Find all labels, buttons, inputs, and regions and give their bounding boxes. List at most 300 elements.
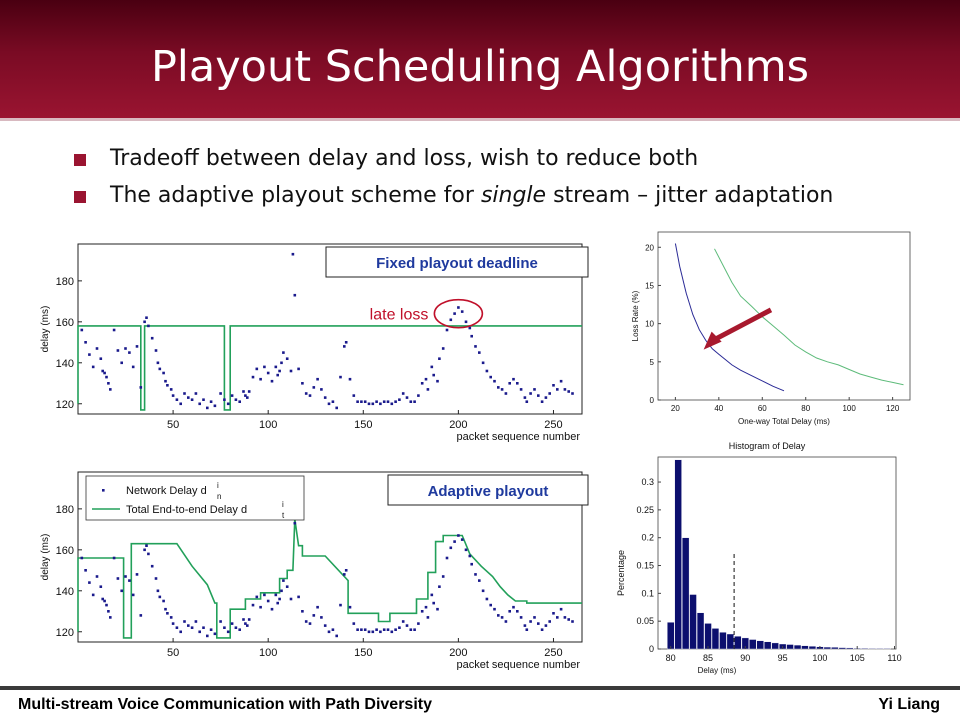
x-tick-label: 150 <box>354 419 373 431</box>
x-tick-label: 100 <box>259 647 278 659</box>
histogram-bar <box>727 634 734 649</box>
network-delay-point <box>524 624 527 627</box>
network-delay-point <box>375 628 378 631</box>
network-delay-point <box>537 394 540 397</box>
network-delay-point <box>157 590 160 593</box>
network-delay-point <box>497 614 500 617</box>
network-delay-point <box>280 590 283 593</box>
network-delay-point <box>271 608 274 611</box>
network-delay-point <box>113 557 116 560</box>
network-delay-point <box>105 376 108 379</box>
network-delay-point <box>343 345 346 348</box>
network-delay-point <box>564 388 567 391</box>
network-delay-point <box>183 620 186 623</box>
network-delay-point <box>529 392 532 395</box>
y-tick-label: 0 <box>649 396 654 405</box>
network-delay-point <box>170 388 173 391</box>
histogram-bar <box>682 538 689 649</box>
network-delay-point <box>398 398 401 401</box>
bullet-text-emphasis: single <box>480 183 547 208</box>
network-delay-point <box>545 624 548 627</box>
network-delay-point <box>88 353 91 356</box>
network-delay-point <box>457 534 460 537</box>
x-axis-label: packet sequence number <box>456 659 580 670</box>
network-delay-point <box>294 294 297 297</box>
network-delay-point <box>183 392 186 395</box>
network-delay-point <box>280 362 283 365</box>
network-delay-point <box>120 362 123 365</box>
x-tick-label: 80 <box>801 404 811 413</box>
network-delay-point <box>478 351 481 354</box>
network-delay-point <box>206 635 209 638</box>
network-delay-point <box>457 306 460 309</box>
network-delay-point <box>417 394 420 397</box>
legend-label: Network Delay d <box>126 485 207 497</box>
network-delay-point <box>353 394 356 397</box>
network-delay-point <box>263 594 266 597</box>
network-delay-point <box>353 622 356 625</box>
bullet-square-icon <box>74 154 86 166</box>
network-delay-point <box>470 335 473 338</box>
network-delay-point <box>227 631 230 634</box>
network-delay-point <box>508 610 511 613</box>
network-delay-point <box>438 585 441 588</box>
network-delay-point <box>335 635 338 638</box>
network-delay-point <box>383 628 386 631</box>
network-delay-point <box>526 400 529 403</box>
histogram-bar <box>861 648 868 649</box>
network-delay-point <box>379 631 382 634</box>
footer-divider <box>0 686 960 690</box>
x-tick-label: 50 <box>166 419 180 431</box>
network-delay-point <box>417 622 420 625</box>
histogram-bar <box>839 648 846 649</box>
network-delay-point <box>164 380 167 383</box>
network-delay-point <box>431 594 434 597</box>
network-delay-point <box>425 606 428 609</box>
network-delay-point <box>259 606 262 609</box>
network-delay-point <box>162 600 165 603</box>
network-delay-point <box>252 376 255 379</box>
chart-title: Fixed playout deadline <box>376 255 538 272</box>
network-delay-point <box>442 347 445 350</box>
legend-superscript: i <box>282 500 284 509</box>
network-delay-point <box>335 407 338 410</box>
y-tick-label: 160 <box>55 316 74 329</box>
plot-frame <box>658 232 910 400</box>
network-delay-point <box>105 604 108 607</box>
network-delay-point <box>398 626 401 629</box>
y-tick-label: 180 <box>55 275 74 288</box>
network-delay-point <box>132 594 135 597</box>
network-delay-point <box>533 388 536 391</box>
network-delay-point <box>442 575 445 578</box>
loss-delay-chart <box>622 228 914 432</box>
network-delay-point <box>421 382 424 385</box>
network-delay-point <box>567 618 570 621</box>
x-axis-label: Delay (ms) <box>697 666 737 675</box>
network-delay-point <box>155 349 158 352</box>
network-delay-point <box>489 604 492 607</box>
network-delay-point <box>465 549 468 552</box>
x-tick-label: 100 <box>812 653 828 663</box>
x-tick-label: 60 <box>757 404 767 413</box>
network-delay-point <box>103 600 106 603</box>
network-delay-point <box>179 403 182 406</box>
network-delay-point <box>436 608 439 611</box>
network-delay-point <box>256 596 259 599</box>
bullet-item <box>74 143 944 180</box>
y-axis-label: delay (ms) <box>40 305 51 353</box>
bullet-list <box>74 143 944 217</box>
footer-talk-title: Multi-stream Voice Communication with Path Diversity <box>18 696 432 713</box>
network-delay-point <box>159 596 162 599</box>
network-delay-point <box>552 384 555 387</box>
network-delay-point <box>402 620 405 623</box>
network-delay-point <box>529 620 532 623</box>
y-tick-label: 5 <box>649 357 654 367</box>
histogram-bar <box>884 648 891 649</box>
network-delay-point <box>81 329 84 332</box>
network-delay-point <box>286 585 289 588</box>
network-delay-point <box>453 312 456 315</box>
histogram-bar <box>824 647 831 649</box>
network-delay-point <box>140 386 143 389</box>
network-delay-point <box>147 325 150 328</box>
network-delay-point <box>364 628 367 631</box>
network-delay-point <box>486 370 489 373</box>
network-delay-point <box>214 405 217 408</box>
network-delay-point <box>474 573 477 576</box>
network-delay-point <box>453 540 456 543</box>
network-delay-point <box>305 620 308 623</box>
network-delay-point <box>450 547 453 550</box>
network-delay-point <box>103 372 106 375</box>
y-tick-label: 0.25 <box>636 504 654 515</box>
y-axis-label: delay (ms) <box>40 533 51 581</box>
network-delay-point <box>421 610 424 613</box>
network-delay-point <box>172 622 175 625</box>
network-delay-point <box>560 608 563 611</box>
y-tick-label: 0.3 <box>641 477 654 488</box>
network-delay-point <box>425 378 428 381</box>
network-delay-point <box>92 366 95 369</box>
network-delay-point <box>282 351 285 354</box>
network-delay-point <box>560 380 563 383</box>
network-delay-point <box>100 585 103 588</box>
network-delay-point <box>431 366 434 369</box>
network-delay-point <box>96 347 99 350</box>
histogram-bar <box>705 623 712 649</box>
network-delay-point <box>136 345 139 348</box>
network-delay-point <box>328 631 331 634</box>
network-delay-point <box>461 538 464 541</box>
network-delay-point <box>552 612 555 615</box>
network-delay-point <box>524 396 527 399</box>
network-delay-point <box>324 624 327 627</box>
network-delay-point <box>402 392 405 395</box>
bullet-square-icon <box>74 191 86 203</box>
network-delay-point <box>478 579 481 582</box>
title-divider <box>0 118 960 121</box>
network-delay-point <box>461 310 464 313</box>
x-tick-label: 200 <box>449 419 468 431</box>
network-delay-point <box>248 618 251 621</box>
network-delay-point <box>356 400 359 403</box>
network-delay-point <box>432 602 435 605</box>
network-delay-point <box>170 616 173 619</box>
network-delay-point <box>246 624 249 627</box>
network-delay-point <box>143 549 146 552</box>
histogram-bar <box>802 646 809 649</box>
network-delay-point <box>92 594 95 597</box>
network-delay-point <box>276 374 279 377</box>
network-delay-point <box>364 400 367 403</box>
chart-title: Histogram of Delay <box>728 441 806 451</box>
network-delay-point <box>117 577 120 580</box>
network-delay-point <box>275 366 278 369</box>
x-tick-label: 85 <box>702 653 713 663</box>
network-delay-point <box>128 579 131 582</box>
y-tick-label: 120 <box>55 398 74 411</box>
network-delay-point <box>512 606 515 609</box>
network-delay-point <box>541 628 544 631</box>
network-delay-point <box>145 544 148 547</box>
legend-label: Total End-to-end Delay d <box>126 504 248 516</box>
network-delay-point <box>360 628 363 631</box>
network-delay-point <box>438 357 441 360</box>
network-delay-point <box>427 616 430 619</box>
network-delay-point <box>537 622 540 625</box>
network-delay-point <box>88 581 91 584</box>
bullet-text-part: Tradeoff between delay and loss, wish to reduce both <box>110 146 699 171</box>
network-delay-point <box>278 370 281 373</box>
x-tick-label: 40 <box>714 404 724 413</box>
x-tick-label: 80 <box>665 653 676 663</box>
legend-subscript: n <box>217 492 222 501</box>
network-delay-point <box>436 380 439 383</box>
network-delay-point <box>548 392 551 395</box>
network-delay-point <box>143 321 146 324</box>
network-delay-point <box>136 573 139 576</box>
network-delay-point <box>107 382 110 385</box>
network-delay-point <box>107 610 110 613</box>
network-delay-point <box>571 392 574 395</box>
network-delay-point <box>564 616 567 619</box>
network-delay-point <box>198 631 201 634</box>
network-delay-point <box>109 388 112 391</box>
network-delay-point <box>541 400 544 403</box>
y-tick-label: 120 <box>55 626 74 639</box>
network-delay-point <box>166 612 169 615</box>
network-delay-point <box>520 388 523 391</box>
chart-title: Adaptive playout <box>427 483 549 500</box>
y-axis-label: Percentage <box>616 549 626 597</box>
legend-subscript: t <box>282 511 285 520</box>
y-tick-label: 0.2 <box>641 532 654 543</box>
network-delay-point <box>100 357 103 360</box>
network-delay-point <box>164 608 167 611</box>
network-delay-point <box>372 403 375 406</box>
network-delay-point <box>482 362 485 365</box>
network-delay-point <box>162 372 165 375</box>
x-tick-label: 95 <box>777 653 788 663</box>
network-delay-point <box>147 553 150 556</box>
x-tick-label: 150 <box>354 647 373 659</box>
network-delay-point <box>113 329 116 332</box>
network-delay-point <box>505 620 508 623</box>
network-delay-point <box>294 522 297 525</box>
network-delay-point <box>140 614 143 617</box>
network-delay-point <box>387 400 390 403</box>
network-delay-point <box>132 366 135 369</box>
x-tick-label: 120 <box>885 404 900 413</box>
histogram-bar <box>846 648 853 649</box>
network-delay-point <box>155 577 158 580</box>
network-delay-point <box>486 598 489 601</box>
histogram-bar <box>772 643 779 649</box>
network-delay-point <box>446 557 449 560</box>
y-tick-label: 160 <box>55 544 74 557</box>
y-tick-label: 20 <box>645 243 654 253</box>
histogram-bar <box>757 641 764 649</box>
x-tick-label: 250 <box>544 419 563 431</box>
network-delay-point <box>556 388 559 391</box>
network-delay-point <box>166 384 169 387</box>
network-delay-point <box>349 378 352 381</box>
network-delay-point <box>375 400 378 403</box>
network-delay-point <box>120 590 123 593</box>
x-tick-label: 250 <box>544 647 563 659</box>
network-delay-point <box>465 321 468 324</box>
y-tick-label: 180 <box>55 503 74 516</box>
network-delay-point <box>238 400 241 403</box>
network-delay-point <box>493 380 496 383</box>
network-delay-point <box>84 569 87 572</box>
y-axis-label: Loss Rate (%) <box>631 290 640 342</box>
network-delay-point <box>450 319 453 322</box>
bullet-text-part: The adaptive playout scheme for <box>110 183 481 208</box>
network-delay-point <box>446 329 449 332</box>
network-delay-point <box>497 386 500 389</box>
network-delay-point <box>235 398 238 401</box>
histogram-bar <box>749 640 756 650</box>
x-tick-label: 100 <box>259 419 278 431</box>
network-delay-point <box>187 396 190 399</box>
network-delay-point <box>84 341 87 344</box>
histogram-bar <box>720 632 727 649</box>
network-delay-point <box>332 628 335 631</box>
network-delay-point <box>267 600 270 603</box>
network-delay-point <box>410 628 413 631</box>
network-delay-point <box>391 631 394 634</box>
network-delay-point <box>516 382 519 385</box>
network-delay-point <box>313 614 316 617</box>
network-delay-point <box>210 628 213 631</box>
y-tick-label: 140 <box>55 357 74 370</box>
network-delay-point <box>238 628 241 631</box>
network-delay-point <box>278 598 281 601</box>
network-delay-point <box>297 368 300 371</box>
network-delay-point <box>252 604 255 607</box>
legend-superscript: i <box>217 481 219 490</box>
network-delay-point <box>383 400 386 403</box>
network-delay-point <box>248 390 251 393</box>
network-delay-point <box>387 628 390 631</box>
network-delay-point <box>320 388 323 391</box>
network-delay-point <box>482 590 485 593</box>
network-delay-point <box>219 392 222 395</box>
network-delay-point <box>202 398 205 401</box>
network-delay-point <box>413 400 416 403</box>
network-delay-point <box>520 616 523 619</box>
network-delay-point <box>109 616 112 619</box>
network-delay-point <box>320 616 323 619</box>
network-delay-point <box>124 575 127 578</box>
network-delay-point <box>282 579 285 582</box>
network-delay-point <box>223 398 226 401</box>
network-delay-point <box>290 598 293 601</box>
network-delay-point <box>210 400 213 403</box>
network-delay-point <box>231 622 234 625</box>
network-delay-point <box>256 368 259 371</box>
network-delay-point <box>159 368 162 371</box>
network-delay-point <box>145 316 148 319</box>
network-delay-point <box>259 378 262 381</box>
histogram-bar <box>667 622 674 649</box>
network-delay-point <box>548 620 551 623</box>
network-delay-point <box>545 396 548 399</box>
histogram-bar <box>794 645 801 649</box>
network-delay-point <box>571 620 574 623</box>
network-delay-point <box>172 394 175 397</box>
histogram-bar <box>675 460 682 649</box>
late-loss-label: late loss <box>369 306 429 324</box>
network-delay-point <box>271 380 274 383</box>
histogram-bar <box>787 645 794 650</box>
network-delay-point <box>301 382 304 385</box>
network-delay-point <box>332 400 335 403</box>
network-delay-point <box>469 555 472 558</box>
histogram-bar <box>876 648 883 649</box>
network-delay-point <box>214 633 217 636</box>
network-delay-point <box>493 608 496 611</box>
x-tick-label: 200 <box>449 647 468 659</box>
network-delay-point <box>470 563 473 566</box>
network-delay-point <box>394 628 397 631</box>
bullet-text-part: stream – jitter adaptation <box>546 183 834 208</box>
histogram-bar <box>809 646 816 649</box>
histogram-bar <box>764 642 771 649</box>
network-delay-point <box>512 378 515 381</box>
network-delay-point <box>227 403 230 406</box>
network-delay-point <box>328 403 331 406</box>
y-tick-label: 0.1 <box>641 588 654 599</box>
bullet-item <box>74 180 944 217</box>
y-tick-label: 10 <box>645 319 654 329</box>
network-delay-point <box>191 626 194 629</box>
network-delay-point <box>297 596 300 599</box>
network-delay-point <box>81 557 84 560</box>
network-delay-point <box>246 396 249 399</box>
network-delay-point <box>556 616 559 619</box>
network-delay-point <box>191 398 194 401</box>
network-delay-point <box>124 347 127 350</box>
x-axis-label: One-way Total Delay (ms) <box>738 417 830 426</box>
x-axis-label: packet sequence number <box>456 431 580 442</box>
network-delay-point <box>368 403 371 406</box>
network-delay-point <box>263 366 266 369</box>
